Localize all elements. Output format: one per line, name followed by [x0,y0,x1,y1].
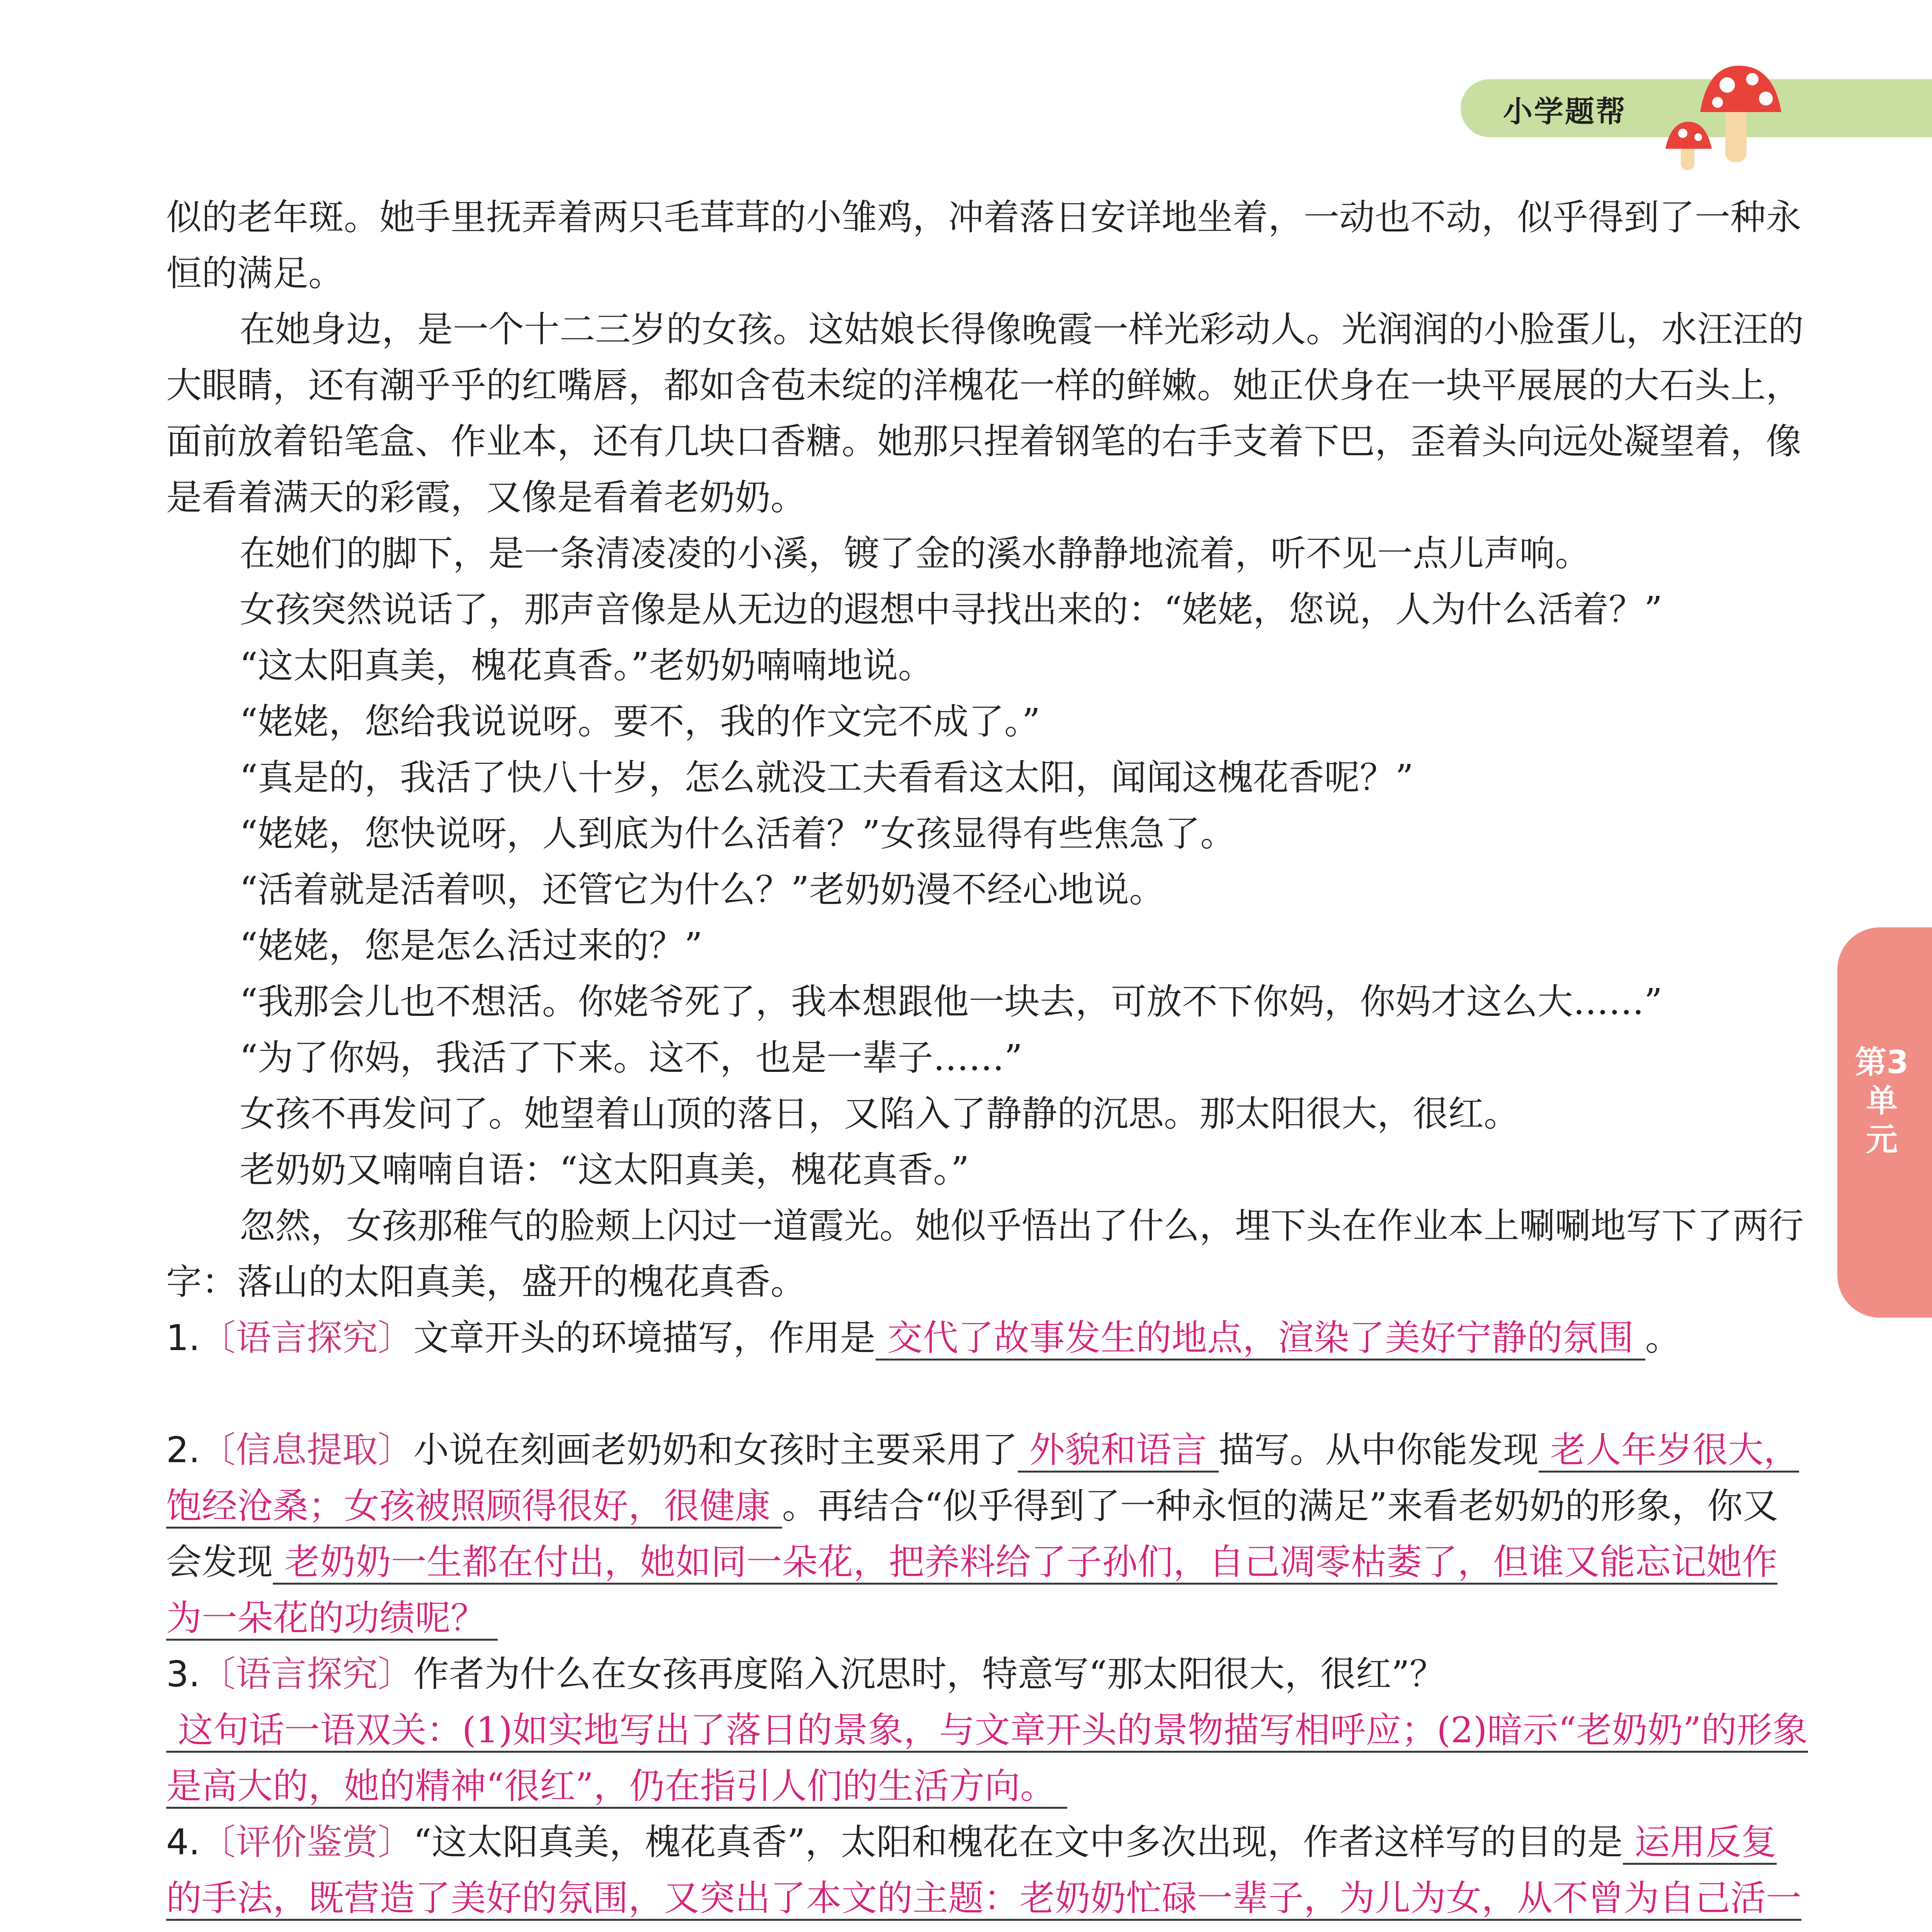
passage-paragraph: “姥姥，您快说呀，人到底为什么活着？”女孩显得有些焦急了。 [240,813,1236,854]
unit-side-label: 第3单元 [1855,1044,1909,1158]
answer-text: 外貌和语言 [1018,1429,1219,1473]
passage-paragraph: 在她身边，是一个十二三岁的女孩。这姑娘长得像晚霞一样光彩动人。光润润的小脸蛋儿，水汪汪的大眼睛，还有潮乎乎的红嘴唇，都如含苞未绽的洋槐花一样的鲜嫩。她正伏身在一块平展展的大石头上，面前放着铅笔盒、作业本，还有几块口香糖。她那只捏着钢笔的右手支着下巴，歪着头向远处凝望着，像是看着满天的彩霞，又像是看着老奶奶。 [166,309,1804,518]
question-3 [166,1646,1808,1814]
question-text: 描写。从中你能发现 [1218,1429,1539,1471]
passage-paragraph: 老奶奶又喃喃自语：“这太阳真美，槐花真香。” [240,1149,969,1190]
answer-text: 老人年岁很大，饱经沧桑；女孩被照顾得很好，很健康 [166,1429,1799,1529]
question-tag: 〔语言探究〕 [200,1653,413,1695]
question-tag: 〔评价鉴赏〕 [200,1821,413,1863]
question-number: 3. [166,1653,200,1695]
passage-paragraph: “姥姥，您是怎么活过来的？” [240,925,703,966]
passage-paragraph: 女孩突然说话了，那声音像是从无边的遐想中寻找出来的：“姥姥，您说，人为什么活着？” [240,589,1663,630]
answer-text: 这句话一语双关：(1)如实地写出了落日的景象，与文章开头的景物描写相呼应；(2)暗示“老奶奶”的形象是高大的，她的精神“很红”，仍在指引人们的生活方向。 [166,1709,1808,1809]
question-text: “这太阳真美，槐花真香”，太阳和槐花在文中多次出现，作者这样写的目的是 [413,1821,1623,1863]
passage-paragraph: 似的老年斑。她手里抚弄着两只毛茸茸的小雏鸡，冲着落日安详地坐着，一动也不动，似乎得到了一种永恒的满足。 [166,197,1802,294]
question-number: 1. [166,1317,200,1359]
passage-paragraph: “活着就是活着呗，还管它为什么？”老奶奶漫不经心地说。 [240,869,1165,910]
mushroom-icon [1650,58,1797,174]
question-tag: 〔语言探究〕 [200,1317,413,1359]
question-2 [166,1422,1808,1646]
question-text: 文章开头的环境描写，作用是 [413,1317,876,1359]
passage-paragraph: “我那会儿也不想活。你姥爷死了，我本想跟他一块去，可放不下你妈，你妈才这么大……” [240,981,1663,1022]
question-text: 小说在刻画老奶奶和女孩时主要采用了 [413,1429,1018,1471]
answer-text: 交代了故事发生的地点，渲染了美好宁静的氛围 [876,1317,1645,1361]
passage-paragraph: “这太阳真美，槐花真香。”老奶奶喃喃地说。 [240,645,934,686]
passage-paragraph: “真是的，我活了快八十岁，怎么就没工夫看看这太阳，闻闻这槐花香呢？” [240,757,1414,798]
question-1 [166,1310,1808,1366]
passage-paragraph: 女孩不再发问了。她望着山顶的落日，又陷入了静静的沉思。那太阳很大，很红。 [240,1093,1520,1134]
question-text: 。再结合“似乎得到了一种永恒的满足”来看老奶奶的形象，你又会发现 [166,1485,1779,1583]
header-title: 小学题帮 [1503,94,1627,129]
passage-paragraph: “为了你妈，我活了下来。这不，也是一辈子……” [240,1037,1023,1078]
question-number: 2. [166,1429,200,1471]
passage-paragraph: “姥姥，您给我说说呀。要不，我的作文完不成了。” [240,701,1041,742]
passage-paragraph: 忽然，女孩那稚气的脸颊上闪过一道霞光。她似乎悟出了什么，埋下头在作业本上唰唰地写下了两行字：落山的太阳真美，盛开的槐花真香。 [166,1205,1804,1303]
question-4 [166,1814,1808,1932]
answer-text: 运用反复的手法，既营造了美好的氛围，又突出了本文的主题：老奶奶忙碌一辈子，为儿为女，从不曾为自己活一 [166,1821,1801,1932]
question-text: 作者为什么在女孩再度陷入沉思时，特意写“那太阳很大，很红”？ [413,1653,1445,1695]
question-tag: 〔信息提取〕 [200,1429,413,1471]
passage-paragraph: 在她们的脚下，是一条清凌凌的小溪，镀了金的溪水静静地流着，听不见一点儿声响。 [240,533,1591,574]
question-number: 4. [166,1821,200,1863]
answer-text: 老奶奶一生都在付出，她如同一朵花，把养料给了子孙们，自己凋零枯萎了，但谁又能忘记她作为一朵花的功绩呢？ [166,1541,1777,1641]
question-text: 。 [1645,1317,1681,1359]
